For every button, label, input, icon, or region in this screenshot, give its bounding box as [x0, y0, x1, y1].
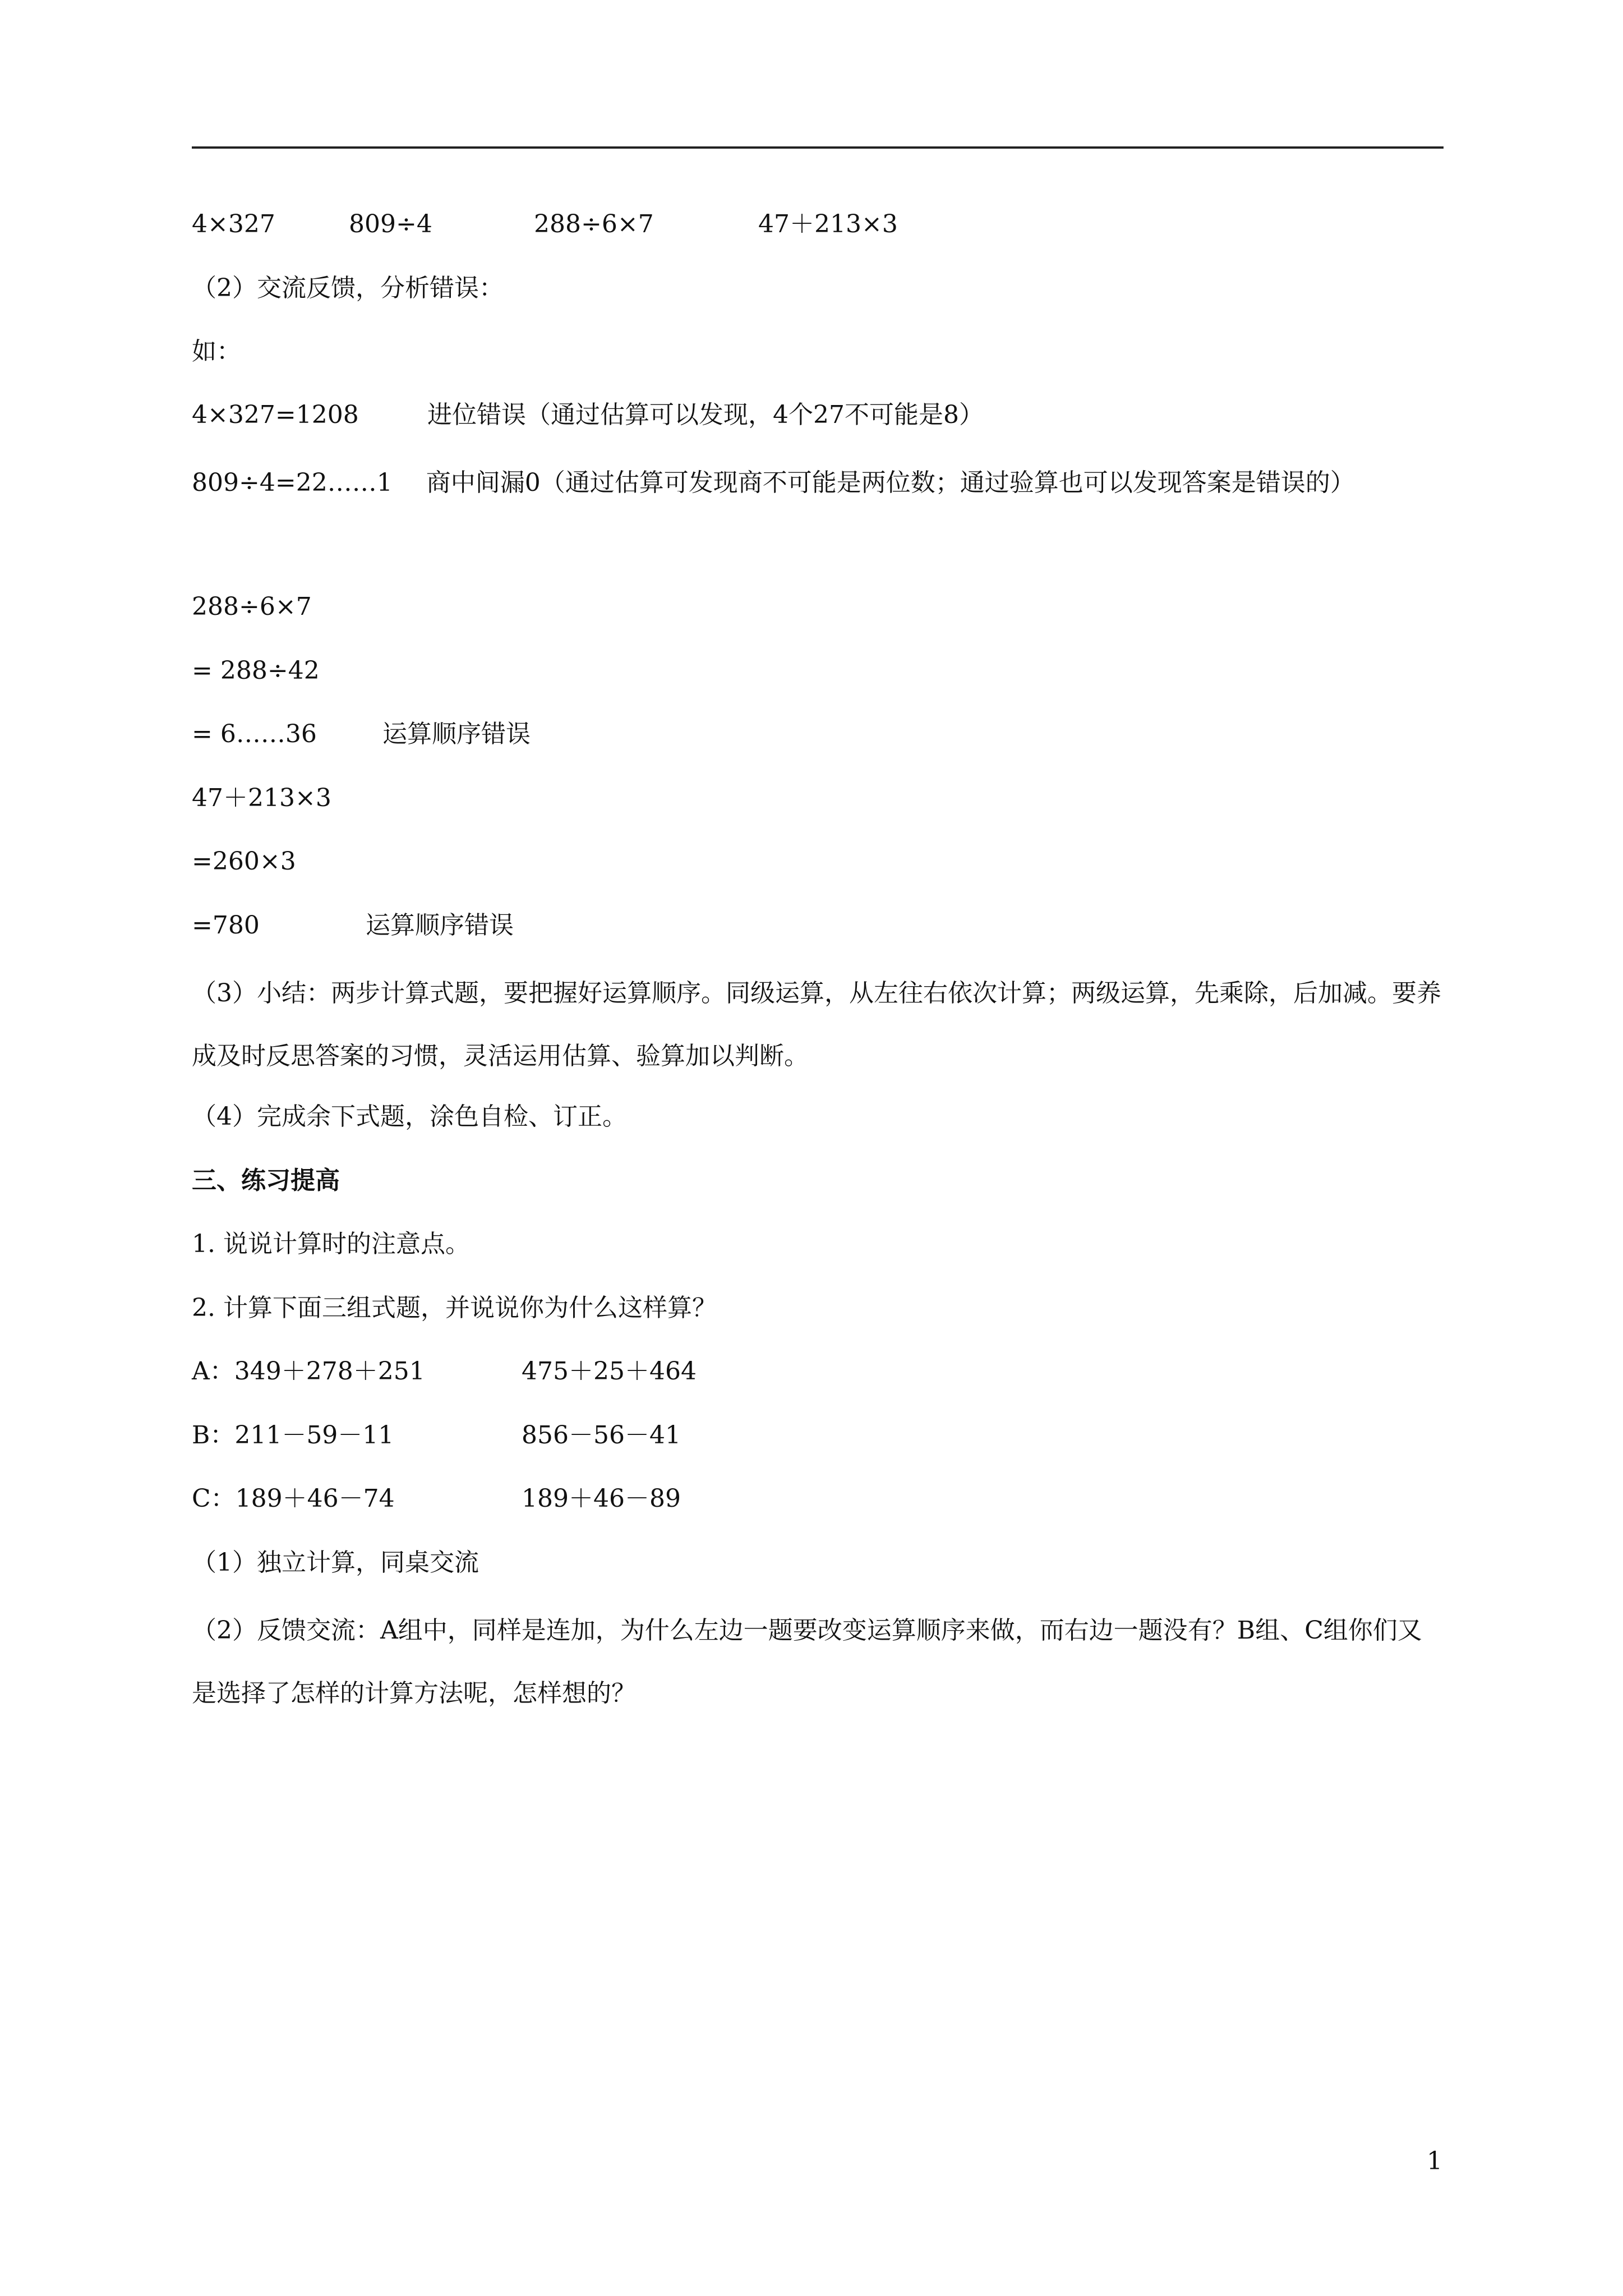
step2-title: （2）交流反馈，分析错误： — [192, 274, 504, 302]
calc-item: 4×327 — [192, 210, 275, 238]
group-b-right: 856－56－41 — [522, 1421, 681, 1450]
error-1-note: 进位错误（通过估算可以发现，4个27不可能是8） — [427, 401, 984, 429]
page-number: 1 — [1427, 2147, 1442, 2175]
error-3-note: 运算顺序错误 — [382, 720, 531, 748]
error-1-expression: 4×327=1208 — [192, 401, 359, 429]
calc-exercise-row — [192, 208, 898, 241]
group-a-right: 475＋25＋464 — [522, 1357, 697, 1386]
summary-paragraph: （3）小结：两步计算式题，要把握好运算顺序。同级运算，从左往右依次计算；两级运算，先乘除，后加减。要养成及时反思答案的习惯，灵活运用估算、验算加以判断。 — [192, 979, 1441, 1070]
step4-text: （4）完成余下式题，涂色自检、订正。 — [192, 1102, 627, 1131]
section-3-title: 三、练习提高 — [192, 1166, 340, 1195]
calc-item: 47＋213×3 — [758, 210, 898, 238]
sub-step-2: （2）反馈交流：A组中，同样是连加，为什么左边一题要改变运算顺序来做，而右边一题没有？B组、C组你们又是选择了怎样的计算方法呢，怎样想的？ — [192, 1616, 1422, 1708]
error-4-line-2: =260×3 — [192, 847, 296, 876]
error-3-line-3 — [192, 717, 531, 751]
group-b-left: B：211－59－11 — [192, 1421, 394, 1450]
calc-item: 809÷4 — [349, 210, 432, 238]
group-c-left: C：189＋46－74 — [192, 1484, 395, 1513]
error-3-result: = 6……36 — [192, 720, 317, 748]
error-2 — [192, 452, 1444, 514]
error-3-line-1: 288÷6×7 — [192, 592, 312, 621]
error-2-expression: 809÷4=22……1 — [192, 468, 393, 497]
error-4-line-3 — [192, 909, 514, 942]
error-4-note: 运算顺序错误 — [366, 911, 514, 940]
header-rule — [192, 146, 1444, 149]
example-label: 如： — [192, 337, 241, 366]
group-a-left: A：349＋278＋251 — [192, 1357, 425, 1386]
error-4-line-1: 47＋213×3 — [192, 784, 331, 812]
group-b-row — [192, 1419, 681, 1452]
practice-item-2: 2. 计算下面三组式题，并说说你为什么这样算？ — [192, 1294, 717, 1322]
group-c-row — [192, 1482, 681, 1516]
group-c-right: 189＋46－89 — [522, 1484, 681, 1513]
practice-item-1: 1. 说说计算时的注意点。 — [192, 1230, 470, 1258]
calc-item: 288÷6×7 — [534, 210, 654, 238]
group-a-row — [192, 1355, 697, 1388]
error-3-line-2: = 288÷42 — [192, 656, 320, 685]
error-1 — [192, 398, 984, 432]
sub-step-1: （1）独立计算，同桌交流 — [192, 1548, 479, 1577]
error-2-note: 商中间漏0（通过估算可发现商不可能是两位数；通过验算也可以发现答案是错误的） — [426, 468, 1355, 497]
error-4-result: =780 — [192, 911, 260, 940]
